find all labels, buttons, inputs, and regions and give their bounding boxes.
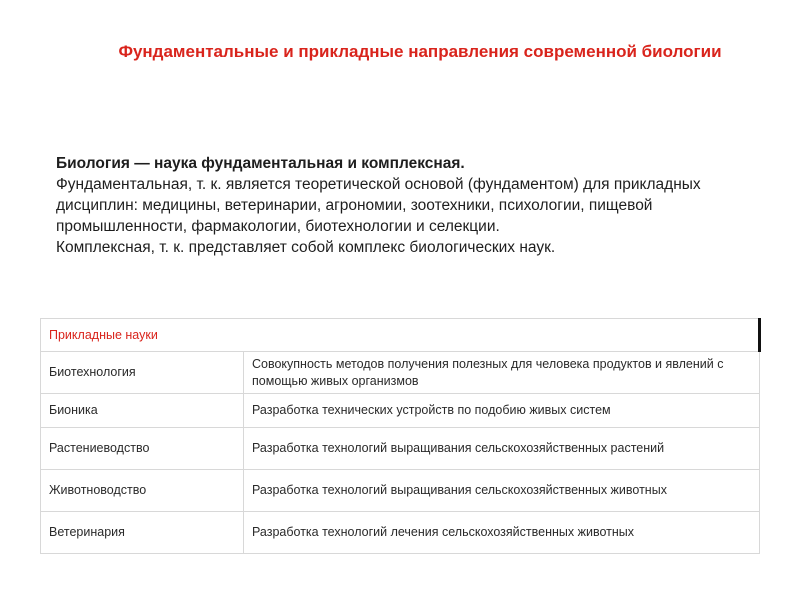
table-row — [41, 352, 760, 394]
science-description: Разработка технологий выращивания сельскохозяйственных животных — [244, 470, 760, 512]
science-name: Животноводство — [41, 470, 244, 512]
science-description: Совокупность методов получения полезных для человека продуктов и явлений с помощью живых организмов — [244, 352, 760, 394]
table-row — [41, 394, 760, 428]
science-name: Бионика — [41, 394, 244, 428]
table-row — [41, 512, 760, 554]
science-name: Биотехнология — [41, 352, 244, 394]
table-header-row — [41, 319, 760, 352]
intro-paragraph-complex: Комплексная, т. к. представляет собой комплекс биологических наук. — [56, 239, 556, 256]
table-header: Прикладные науки — [41, 319, 760, 352]
table-row — [41, 470, 760, 512]
science-description: Разработка технологий лечения сельскохозяйственных животных — [244, 512, 760, 554]
applied-sciences-table — [40, 318, 761, 554]
intro-paragraph-fundamental: Фундаментальная, т. к. является теоретической основой (фундаментом) для прикладных дисциплин: медицины, ветеринарии, агрономии, зоотехники, психологии, пищевой промышленности, фармакологии, биотехнологии и селекции. — [56, 176, 701, 235]
slide-title: Фундаментальные и прикладные направления современной биологии — [118, 42, 722, 61]
intro-lead: Биология — наука фундаментальная и комплексная. — [56, 155, 465, 172]
science-description: Разработка технологий выращивания сельскохозяйственных растений — [244, 428, 760, 470]
science-name: Растениеводство — [41, 428, 244, 470]
intro-text — [56, 153, 756, 258]
science-description: Разработка технических устройств по подобию живых систем — [244, 394, 760, 428]
table-row — [41, 428, 760, 470]
science-name: Ветеринария — [41, 512, 244, 554]
